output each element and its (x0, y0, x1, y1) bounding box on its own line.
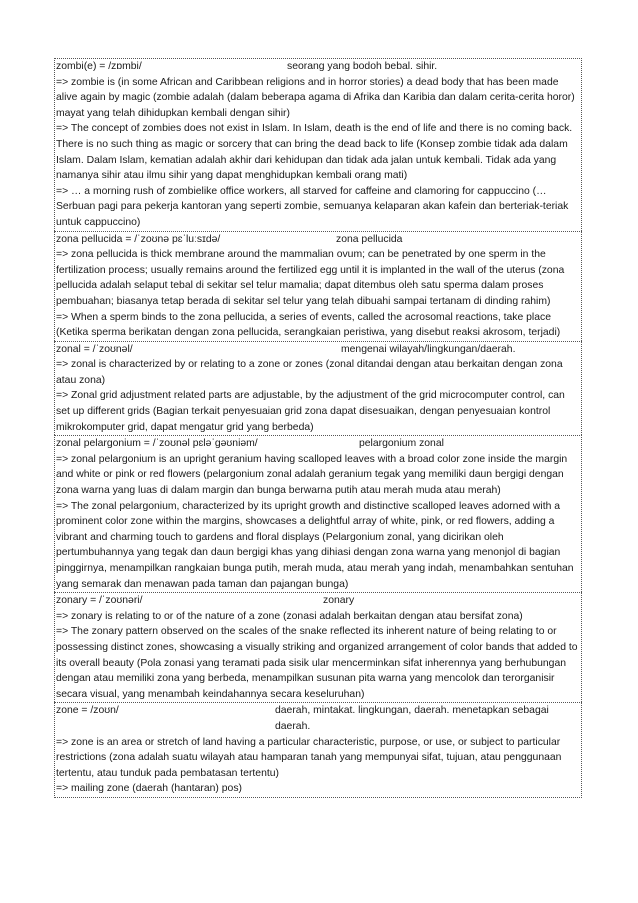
entry-zone (54, 702, 582, 798)
entry-headline (56, 342, 580, 358)
example-line: => Zonal grid adjustment related parts are adjustable, by the adjustment of the grid microcomputer control, can set up different grids (Bagian terkait penyesuaian grid zona dapat disesuaikan, dengan penyesuaian kontrol mikrokomputer grid, dapat mengatur grid yang berbeda) (56, 390, 565, 433)
definition-line: => zonal pelargonium is an upright geranium having scalloped leaves with a broad color zone inside the margin and white or pink or red flowers (pelargonium zonal adalah geranium tegak yang memiliki daun bergigi dengan zona warna yang luas di dalam margin dan bunga berwarna putih atau merah muda atau merah) (56, 453, 568, 497)
entry-headline (56, 436, 580, 452)
translation: pelargonium zonal (359, 438, 444, 450)
headword: zonal pelargonium = /ˈzoʊnəl pɛləˈgəʊniəm/ (56, 438, 258, 450)
example-line: => The concept of zombies does not exist in Islam. In Islam, death is the end of life and there is no coming back. There is no such thing as magic or sorcery that can bring the dead back to life (Konsep zombie tidak ada dalam Islam. Dalam Islam, kematian adalah akhir dari kehidupan dan tidak ada jalan untuk kembali. Tidak ada yang namanya sihir atau ilmu sihir yang dapat menghidupkan kembali orang mati) (56, 123, 573, 182)
definition-line: => zonary is relating to or of the nature of a zone (zonasi adalah berkaitan dengan atau bersifat zona) (56, 610, 523, 622)
example-line: => … a morning rush of zombielike office workers, all starved for caffeine and clamoring for cappuccino (… Serbuan pagi para pekerja kantoran yang seperti zombie, semuanya kelaparan akan kafein dan berteriak-teriak untuk cappuccino) (56, 185, 569, 228)
example-line: => When a sperm binds to the zona pellucida, a series of events, called the acrosomal reactions, take place (Ketika sperma berikatan dengan zona pellucida, serangkaian peristiwa, yang disebut reaksi akrosom, terjadi) (56, 311, 561, 339)
headword: zombi(e) = /zɒmbi/ (56, 61, 142, 72)
example-line: => mailing zone (daerah (hantaran) pos) (56, 783, 242, 795)
entry-headline (56, 593, 580, 609)
entry-headline (56, 232, 580, 248)
definition-line: => zona pellucida is thick membrane around the mammalian ovum; can be penetrated by one sperm in the fertilization process; usually remains around the fertilized egg until it is implanted in the wall of the uterus (zona pellucida adalah selaput tebal di sekitar sel telur mamalia; dapat ditembus oleh satu sperma dalam proses pembuahan; biasanya tetap berada di sekitar sel telur yang telah dibuahi sampai tertanam di dinding rahim) (56, 249, 565, 307)
translation: zonary (323, 595, 355, 607)
entry-headline (56, 59, 580, 75)
definition-line: => zombie is (in some African and Caribbean religions and in horror stories) a dead body that has been made alive again by magic (zombie adalah (dalam beberapa agama di Afrika dan Karibia dan dalam cerita-cerita horor) mayat yang telah dihidupkan kembali dengan sihir) (56, 76, 575, 119)
entry-zona-pellucida (54, 231, 582, 341)
headword: zona pellucida = /ˈzoʊnə pɛˈluːsɪdə/ (56, 233, 221, 245)
example-line: => The zonary pattern observed on the scales of the snake reflected its inherent nature of being relating to or possessing distinct zones, showcasing a visually striking and organized arrangement of color bands that added to its overall beauty (Pola zonasi yang teramati pada sisik ular mencerminkan sifat inherennya yang berhubungan dengan atau memiliki zona yang berbeda, menampilkan susunan pita warna yang mencolok dan terorganisir secara visual, yang menambah keindahannya secara keseluruhan) (56, 626, 578, 700)
headword: zonal = /ˈzoʊnəl/ (56, 343, 133, 355)
entry-zonal (54, 341, 582, 436)
translation: mengenai wilayah/lingkungan/daerah. (341, 343, 516, 355)
entry-zonal-pelargonium (54, 435, 582, 592)
dictionary-page (54, 58, 582, 798)
headword: zonary = /ˈzoʊnəri/ (56, 595, 143, 607)
example-line: => The zonal pelargonium, characterized by its upright growth and distinctive scalloped leaves adorned with a prominent color zone within the margins, showcases a delightful array of white, pink, or red flowers, adding a vibrant and charming touch to gardens and floral displays (Pelargonium zonal, yang dicirikan oleh pertumbuhannya yang tegak dan daun bergigi khas yang dihiasi dengan zona warna yang menonjol di bagian pinggirnya, menampilkan rangkaian bunga putih, merah muda, atau merah yang indah, menambahkan sentuhan yang semarak dan menawan pada taman dan pajangan bunga) (56, 500, 574, 590)
entry-headline (56, 703, 580, 734)
entry-zombie (54, 58, 582, 231)
entry-zonary (54, 592, 582, 702)
headword: zone = /zoʊn/ (56, 705, 119, 717)
definition-line: => zone is an area or stretch of land having a particular characteristic, purpose, or use, or subject to particular restrictions (zona adalah suatu wilayah atau hamparan tanah yang mempunyai sifat, tujuan, atau penggunaan tertentu, atau tunduk pada pembatasan tertentu) (56, 736, 562, 779)
translation: daerah, mintakat. lingkungan, daerah. menetapkan sebagai daerah. (275, 705, 549, 732)
translation: zona pellucida (336, 233, 403, 245)
translation: seorang yang bodoh bebal. sihir. (287, 61, 438, 72)
definition-line: => zonal is characterized by or relating to a zone or zones (zonal ditandai dengan atau berkaitan dengan zona atau zona) (56, 359, 563, 386)
